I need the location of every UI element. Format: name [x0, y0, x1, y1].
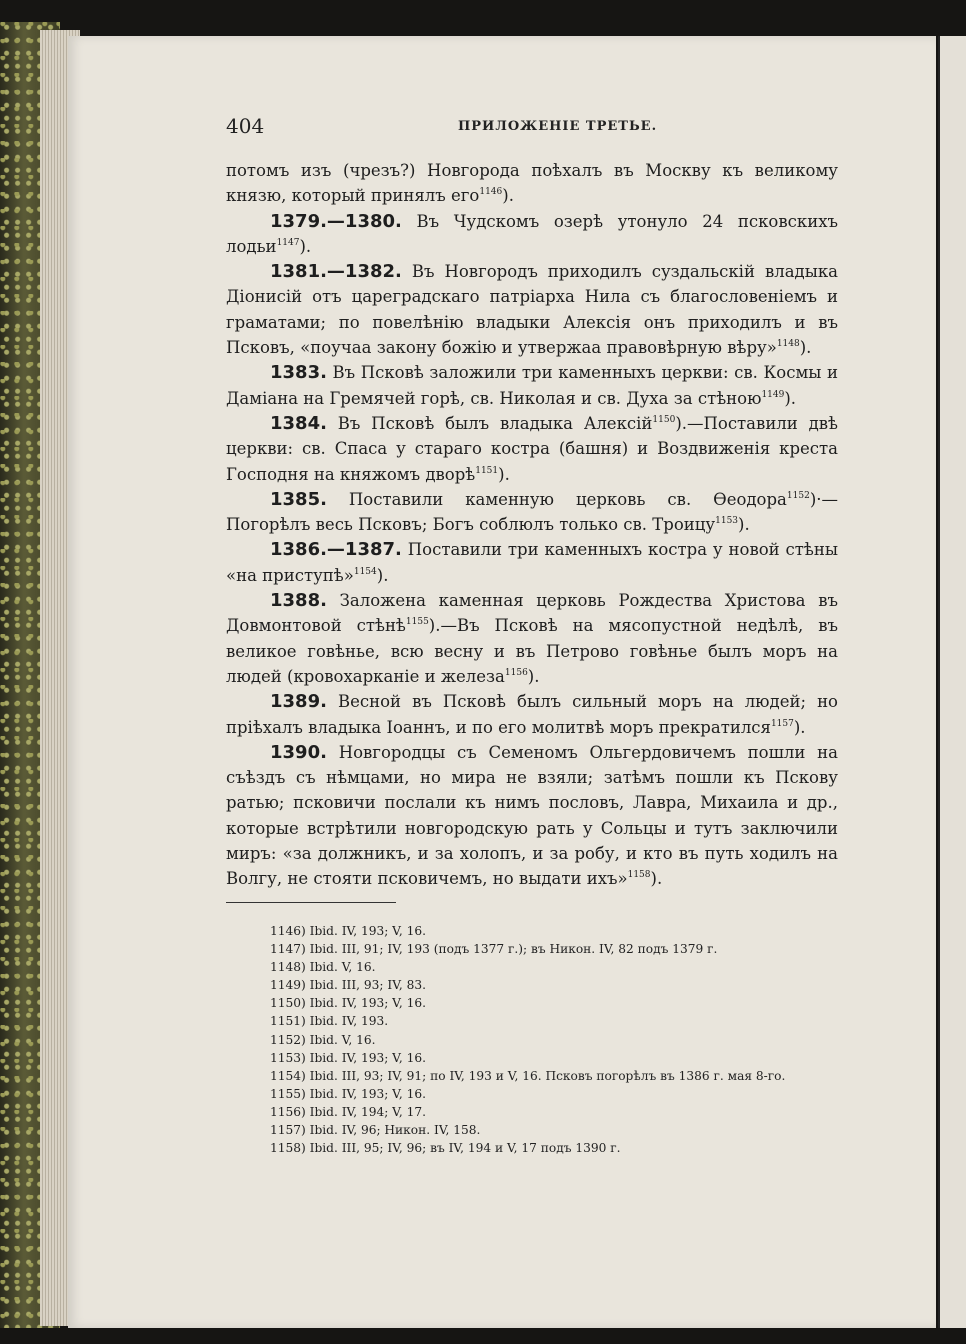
- footnote: 1158) Ibid. III, 95; IV, 96; въ IV, 194 и V, 17 подъ 1390 г.: [270, 1141, 621, 1156]
- year-entry: [226, 689, 838, 740]
- year-label: 1386.—1387.: [270, 539, 402, 561]
- footnote-ref: 1148: [776, 339, 800, 350]
- footnote: 1155) Ibid. IV, 193; V, 16.: [270, 1086, 426, 1101]
- page-number: 404: [226, 114, 265, 138]
- entry-text: ).—Поставили двѣ церкви: св. Спаса у стараго костра (башня) и Воздвиженія креста Господня на княжомъ дворѣ: [226, 413, 838, 484]
- body-text: [226, 158, 838, 892]
- entry-text: Въ Псковѣ заложили три каменныхъ церкви: св. Космы и Даміана на Гремячей горѣ, св. Николая и св. Духа за стѣною: [226, 363, 838, 408]
- footnote-ref: 1156: [504, 667, 528, 678]
- paragraph-text: потомъ изъ (чрезъ?) Новгорода поѣхалъ въ Москву къ великому князю, который принялъ его: [226, 161, 838, 206]
- entry-text: Въ Чудскомъ озерѣ утонуло 24 псковскихъ лодьи: [226, 211, 838, 256]
- entry-text: Поставили каменную церковь св. Ѳеодора: [326, 489, 787, 509]
- footnote: 1150) Ibid. IV, 193; V, 16.: [270, 996, 426, 1011]
- year-entry: [226, 537, 838, 588]
- footnotes: [270, 922, 830, 1157]
- entry-tail: ).: [527, 666, 540, 686]
- running-head: ПРИЛОЖЕНІЕ ТРЕТЬЕ.: [458, 119, 658, 134]
- footnote-ref: 1147: [276, 237, 300, 248]
- entry-tail: ).: [376, 565, 389, 585]
- footnote-ref: 1149: [761, 389, 785, 400]
- year-entry: [226, 360, 838, 411]
- entry-text: Новгородцы съ Семеномъ Ольгердовичемъ пошли на съѣздъ съ нѣмцами, но мира не взяли; затѣмъ пошли къ Пскову ратью; псковичи послали къ нимъ пословъ, Лавра, Михаила и др., которые встрѣтили новгородскую рать у Сольцы и тутъ заключили миръ: «за должникъ, и за холопъ, и за робу, и кто въ путь ходилъ на Волгу, не стояти псковичемъ, но выдати ихъ»: [226, 742, 838, 889]
- entry-text: Поставили три каменныхъ костра у новой стѣны «на приступѣ»: [226, 540, 838, 585]
- footnote: 1146) Ibid. IV, 193; V, 16.: [270, 924, 426, 938]
- footnote-ref: 1157: [770, 718, 794, 729]
- footnote: 1148) Ibid. V, 16.: [270, 960, 376, 975]
- year-label: 1383.: [270, 362, 327, 384]
- year-label: 1379.—1380.: [270, 210, 402, 232]
- footnote-separator: [226, 902, 396, 903]
- year-label: 1381.—1382.: [270, 261, 402, 283]
- entry-text: Въ Новгородъ приходилъ суздальскій владыка Діонисій отъ цареградскаго патріарха Нила съ благословеніемъ и граматами; по повелѣнію владыки Алексія онъ приходилъ и въ Псковъ, «поучаа закону божію и утвержаа правовѣрную вѣру»: [226, 262, 838, 358]
- entry-tail: ).: [650, 869, 663, 889]
- paragraph: [226, 158, 838, 209]
- footnote: 1152) Ibid. V, 16.: [270, 1032, 376, 1047]
- next-page-edge: [938, 36, 966, 1328]
- year-entry: [226, 411, 838, 487]
- entry-text: Въ Псковѣ былъ владыка Алексій: [326, 413, 653, 433]
- footnote-ref: 1155: [405, 617, 429, 628]
- page-header: [226, 114, 834, 140]
- footnote-ref: 1153: [715, 516, 739, 527]
- footnote: 1157) Ibid. IV, 96; Никон. IV, 158.: [270, 1123, 481, 1138]
- entry-tail: ).: [799, 338, 812, 358]
- year-label: 1385.: [270, 488, 327, 510]
- entry-tail: ).: [299, 236, 312, 256]
- year-entry: [226, 740, 838, 892]
- year-label: 1384.: [270, 412, 327, 434]
- footnote-ref: 1154: [353, 566, 377, 577]
- year-entry: [226, 209, 838, 260]
- footnote: 1154) Ibid. III, 93; IV, 91; по IV, 193 и V, 16. Псковъ погорѣлъ въ 1386 г. мая 8-го.: [270, 1068, 786, 1083]
- paragraph-tail: ).: [502, 186, 514, 206]
- year-label: 1390.: [270, 741, 327, 763]
- entry-text: ).—Въ Псковѣ на мясопустной недѣлѣ, въ великое говѣнье, всю весну и въ Петрово говѣнье былъ моръ на людей (кровохарканіе и железа: [226, 616, 838, 686]
- year-entry: [226, 588, 838, 689]
- entry-text: Заложена каменная церковь Рождества Христова въ Довмонтовой стѣнѣ: [226, 591, 838, 636]
- footnote-ref: 1151: [475, 465, 499, 476]
- year-label: 1389.: [270, 691, 327, 713]
- entry-tail: ).: [793, 717, 806, 737]
- footnote: 1151) Ibid. IV, 193.: [270, 1014, 389, 1029]
- entry-tail: ).: [784, 388, 797, 408]
- footnote-ref: 1146: [479, 187, 503, 198]
- entry-text: Весной въ Псковѣ былъ сильный моръ на людей; но пріѣхалъ владыка Іоаннъ, и по его молитвѣ моръ прекратился: [226, 692, 838, 737]
- entry-text: )·—Погорѣлъ весь Псковъ; Богъ соблюлъ только св. Троицу: [226, 489, 838, 535]
- year-entry: [226, 487, 838, 538]
- footnote-ref: 1158: [627, 870, 651, 881]
- entry-tail: ).: [738, 515, 750, 535]
- footnote: 1153) Ibid. IV, 193; V, 16.: [270, 1050, 426, 1065]
- footnote: 1156) Ibid. IV, 194; V, 17.: [270, 1104, 426, 1119]
- footnote-ref: 1152: [786, 490, 810, 501]
- year-entry: [226, 259, 838, 360]
- footnote: 1149) Ibid. III, 93; IV, 83.: [270, 978, 427, 993]
- year-label: 1388.: [270, 590, 327, 612]
- entry-tail: ).: [498, 464, 510, 484]
- footnote: 1147) Ibid. III, 91; IV, 193 (подъ 1377 г.); въ Никон. IV, 82 подъ 1379 г.: [270, 942, 718, 957]
- footnote-ref: 1150: [652, 414, 676, 425]
